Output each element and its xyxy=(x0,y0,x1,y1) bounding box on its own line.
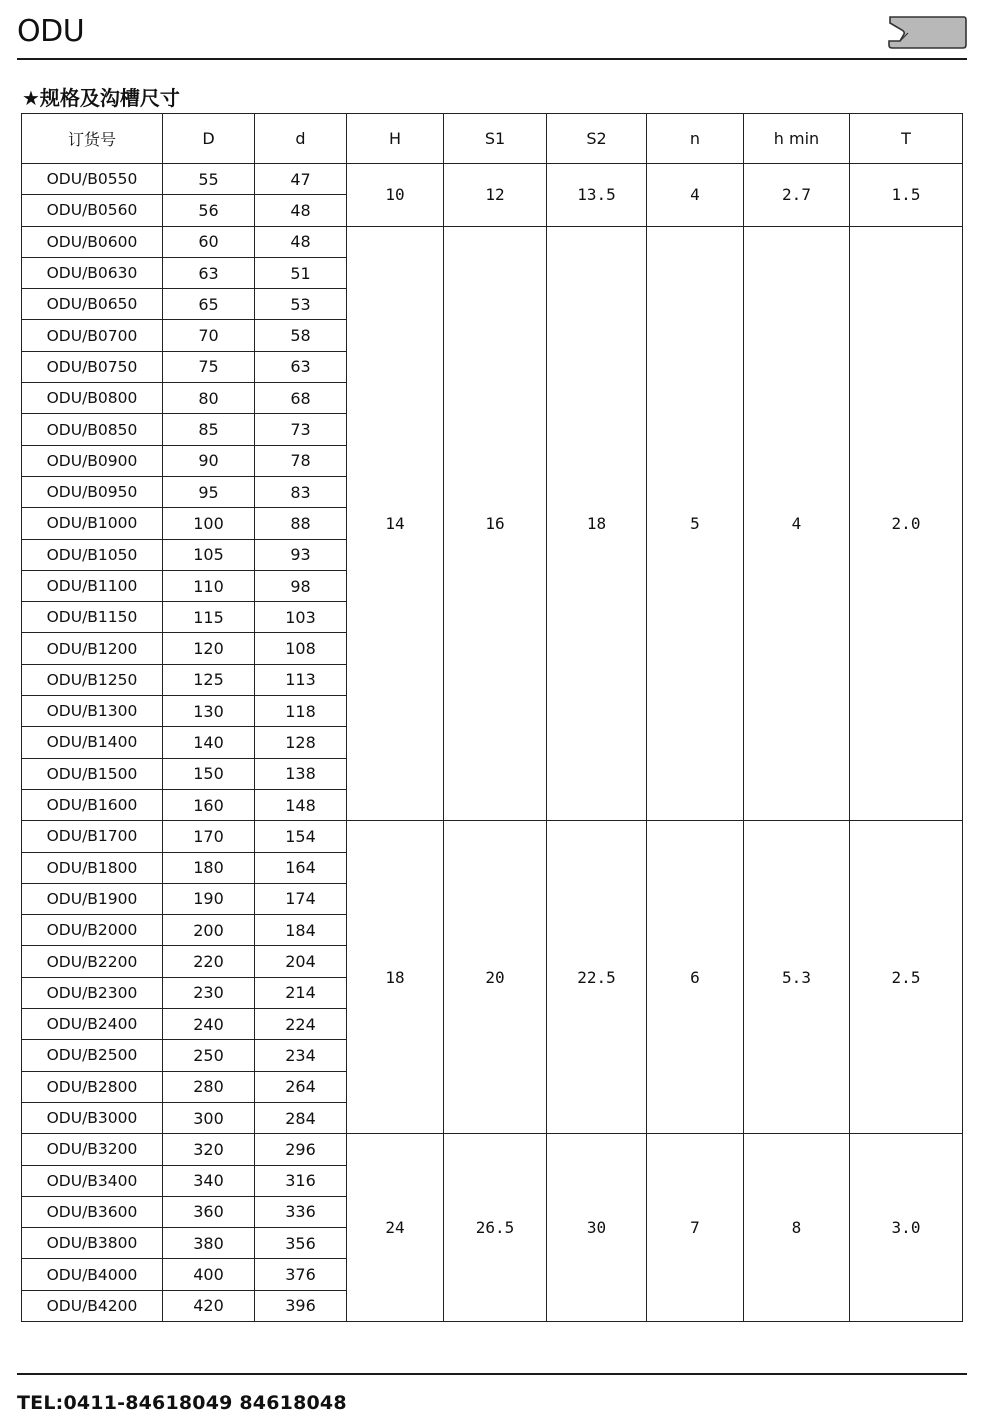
group-S1-cell: 16 xyxy=(444,226,547,821)
inner-diameter-cell: 396 xyxy=(255,1290,347,1321)
order-no-cell: ODU/B2300 xyxy=(22,977,163,1008)
inner-diameter-cell: 316 xyxy=(255,1165,347,1196)
spec-table xyxy=(21,113,963,1322)
group-h-min-cell: 8 xyxy=(744,1134,850,1322)
outer-diameter-cell: 115 xyxy=(163,602,255,633)
outer-diameter-cell: 320 xyxy=(163,1134,255,1165)
order-no-cell: ODU/B0900 xyxy=(22,445,163,476)
outer-diameter-cell: 60 xyxy=(163,226,255,257)
order-no-cell: ODU/B3200 xyxy=(22,1134,163,1165)
order-no-cell: ODU/B0650 xyxy=(22,289,163,320)
order-no-cell: ODU/B1150 xyxy=(22,602,163,633)
outer-diameter-cell: 360 xyxy=(163,1196,255,1227)
outer-diameter-cell: 55 xyxy=(163,164,255,195)
group-n-cell: 4 xyxy=(647,164,744,227)
group-h-min-cell: 2.7 xyxy=(744,164,850,227)
inner-diameter-cell: 78 xyxy=(255,445,347,476)
order-no-cell: ODU/B1700 xyxy=(22,821,163,852)
column-header-n: n xyxy=(647,114,744,164)
order-no-cell: ODU/B1400 xyxy=(22,727,163,758)
group-n-cell: 7 xyxy=(647,1134,744,1322)
inner-diameter-cell: 214 xyxy=(255,977,347,1008)
inner-diameter-cell: 58 xyxy=(255,320,347,351)
inner-diameter-cell: 48 xyxy=(255,195,347,226)
outer-diameter-cell: 400 xyxy=(163,1259,255,1290)
group-H-cell: 18 xyxy=(347,821,444,1134)
outer-diameter-cell: 85 xyxy=(163,414,255,445)
order-no-cell: ODU/B1200 xyxy=(22,633,163,664)
outer-diameter-cell: 120 xyxy=(163,633,255,664)
order-no-cell: ODU/B4200 xyxy=(22,1290,163,1321)
outer-diameter-cell: 80 xyxy=(163,383,255,414)
inner-diameter-cell: 113 xyxy=(255,664,347,695)
inner-diameter-cell: 108 xyxy=(255,633,347,664)
order-no-cell: ODU/B0630 xyxy=(22,257,163,288)
order-no-cell: ODU/B0750 xyxy=(22,351,163,382)
outer-diameter-cell: 420 xyxy=(163,1290,255,1321)
outer-diameter-cell: 63 xyxy=(163,257,255,288)
group-S2-cell: 22.5 xyxy=(547,821,647,1134)
order-no-cell: ODU/B0700 xyxy=(22,320,163,351)
inner-diameter-cell: 154 xyxy=(255,821,347,852)
group-T-cell: 2.0 xyxy=(850,226,963,821)
outer-diameter-cell: 200 xyxy=(163,915,255,946)
outer-diameter-cell: 130 xyxy=(163,696,255,727)
footer-telephone: TEL:0411-84618049 84618048 xyxy=(17,1392,347,1414)
page-title: ODU xyxy=(17,14,85,49)
column-header-S1: S1 xyxy=(444,114,547,164)
group-H-cell: 10 xyxy=(347,164,444,227)
outer-diameter-cell: 56 xyxy=(163,195,255,226)
order-no-cell: ODU/B1600 xyxy=(22,789,163,820)
column-header-h-min: h min xyxy=(744,114,850,164)
order-no-cell: ODU/B0800 xyxy=(22,383,163,414)
order-no-cell: ODU/B2500 xyxy=(22,1040,163,1071)
inner-diameter-cell: 174 xyxy=(255,883,347,914)
column-header-d: d xyxy=(255,114,347,164)
outer-diameter-cell: 340 xyxy=(163,1165,255,1196)
table-row xyxy=(22,164,963,195)
order-no-cell: ODU/B2200 xyxy=(22,946,163,977)
outer-diameter-cell: 105 xyxy=(163,539,255,570)
order-no-cell: ODU/B2400 xyxy=(22,1009,163,1040)
group-H-cell: 14 xyxy=(347,226,444,821)
inner-diameter-cell: 93 xyxy=(255,539,347,570)
table-body xyxy=(22,164,963,1322)
outer-diameter-cell: 95 xyxy=(163,476,255,507)
footer-divider xyxy=(17,1373,967,1375)
group-T-cell: 1.5 xyxy=(850,164,963,227)
outer-diameter-cell: 380 xyxy=(163,1228,255,1259)
order-no-cell: ODU/B0560 xyxy=(22,195,163,226)
outer-diameter-cell: 75 xyxy=(163,351,255,382)
group-H-cell: 24 xyxy=(347,1134,444,1322)
order-no-cell: ODU/B1100 xyxy=(22,570,163,601)
outer-diameter-cell: 150 xyxy=(163,758,255,789)
header-divider xyxy=(17,58,967,60)
order-no-cell: ODU/B1000 xyxy=(22,508,163,539)
table-row xyxy=(22,821,963,852)
outer-diameter-cell: 240 xyxy=(163,1009,255,1040)
group-S1-cell: 12 xyxy=(444,164,547,227)
group-S1-cell: 20 xyxy=(444,821,547,1134)
group-T-cell: 2.5 xyxy=(850,821,963,1134)
inner-diameter-cell: 336 xyxy=(255,1196,347,1227)
outer-diameter-cell: 140 xyxy=(163,727,255,758)
order-no-cell: ODU/B2000 xyxy=(22,915,163,946)
outer-diameter-cell: 300 xyxy=(163,1102,255,1133)
column-header-T: T xyxy=(850,114,963,164)
order-no-cell: ODU/B4000 xyxy=(22,1259,163,1290)
outer-diameter-cell: 160 xyxy=(163,789,255,820)
outer-diameter-cell: 280 xyxy=(163,1071,255,1102)
inner-diameter-cell: 204 xyxy=(255,946,347,977)
order-no-cell: ODU/B1500 xyxy=(22,758,163,789)
inner-diameter-cell: 118 xyxy=(255,696,347,727)
group-S2-cell: 18 xyxy=(547,226,647,821)
inner-diameter-cell: 138 xyxy=(255,758,347,789)
order-no-cell: ODU/B0950 xyxy=(22,476,163,507)
order-no-cell: ODU/B1900 xyxy=(22,883,163,914)
order-no-cell: ODU/B1800 xyxy=(22,852,163,883)
outer-diameter-cell: 220 xyxy=(163,946,255,977)
column-header-D: D xyxy=(163,114,255,164)
order-no-cell: ODU/B0600 xyxy=(22,226,163,257)
group-S1-cell: 26.5 xyxy=(444,1134,547,1322)
table-row xyxy=(22,226,963,257)
group-S2-cell: 30 xyxy=(547,1134,647,1322)
inner-diameter-cell: 48 xyxy=(255,226,347,257)
group-h-min-cell: 4 xyxy=(744,226,850,821)
inner-diameter-cell: 264 xyxy=(255,1071,347,1102)
inner-diameter-cell: 53 xyxy=(255,289,347,320)
order-no-cell: ODU/B2800 xyxy=(22,1071,163,1102)
inner-diameter-cell: 376 xyxy=(255,1259,347,1290)
order-no-cell: ODU/B0850 xyxy=(22,414,163,445)
section-title: ★规格及沟槽尺寸 xyxy=(22,86,180,110)
group-n-cell: 5 xyxy=(647,226,744,821)
group-h-min-cell: 5.3 xyxy=(744,821,850,1134)
order-no-cell: ODU/B1250 xyxy=(22,664,163,695)
inner-diameter-cell: 234 xyxy=(255,1040,347,1071)
outer-diameter-cell: 180 xyxy=(163,852,255,883)
inner-diameter-cell: 63 xyxy=(255,351,347,382)
order-no-cell: ODU/B0550 xyxy=(22,164,163,195)
inner-diameter-cell: 356 xyxy=(255,1228,347,1259)
outer-diameter-cell: 230 xyxy=(163,977,255,1008)
inner-diameter-cell: 103 xyxy=(255,602,347,633)
outer-diameter-cell: 170 xyxy=(163,821,255,852)
inner-diameter-cell: 98 xyxy=(255,570,347,601)
inner-diameter-cell: 68 xyxy=(255,383,347,414)
outer-diameter-cell: 190 xyxy=(163,883,255,914)
order-no-cell: ODU/B3000 xyxy=(22,1102,163,1133)
table-row xyxy=(22,1134,963,1165)
order-no-cell: ODU/B3600 xyxy=(22,1196,163,1227)
inner-diameter-cell: 51 xyxy=(255,257,347,288)
outer-diameter-cell: 65 xyxy=(163,289,255,320)
inner-diameter-cell: 88 xyxy=(255,508,347,539)
inner-diameter-cell: 296 xyxy=(255,1134,347,1165)
group-n-cell: 6 xyxy=(647,821,744,1134)
column-header-order-no: 订货号 xyxy=(22,114,163,164)
inner-diameter-cell: 284 xyxy=(255,1102,347,1133)
group-T-cell: 3.0 xyxy=(850,1134,963,1322)
column-header-H: H xyxy=(347,114,444,164)
inner-diameter-cell: 73 xyxy=(255,414,347,445)
inner-diameter-cell: 184 xyxy=(255,915,347,946)
order-no-cell: ODU/B3800 xyxy=(22,1228,163,1259)
inner-diameter-cell: 148 xyxy=(255,789,347,820)
outer-diameter-cell: 125 xyxy=(163,664,255,695)
outer-diameter-cell: 110 xyxy=(163,570,255,601)
outer-diameter-cell: 100 xyxy=(163,508,255,539)
inner-diameter-cell: 83 xyxy=(255,476,347,507)
inner-diameter-cell: 164 xyxy=(255,852,347,883)
order-no-cell: ODU/B1050 xyxy=(22,539,163,570)
seal-profile-icon xyxy=(886,14,968,52)
group-S2-cell: 13.5 xyxy=(547,164,647,227)
outer-diameter-cell: 70 xyxy=(163,320,255,351)
order-no-cell: ODU/B3400 xyxy=(22,1165,163,1196)
outer-diameter-cell: 90 xyxy=(163,445,255,476)
order-no-cell: ODU/B1300 xyxy=(22,696,163,727)
outer-diameter-cell: 250 xyxy=(163,1040,255,1071)
inner-diameter-cell: 47 xyxy=(255,164,347,195)
table-header-row xyxy=(22,114,963,164)
column-header-S2: S2 xyxy=(547,114,647,164)
inner-diameter-cell: 128 xyxy=(255,727,347,758)
inner-diameter-cell: 224 xyxy=(255,1009,347,1040)
